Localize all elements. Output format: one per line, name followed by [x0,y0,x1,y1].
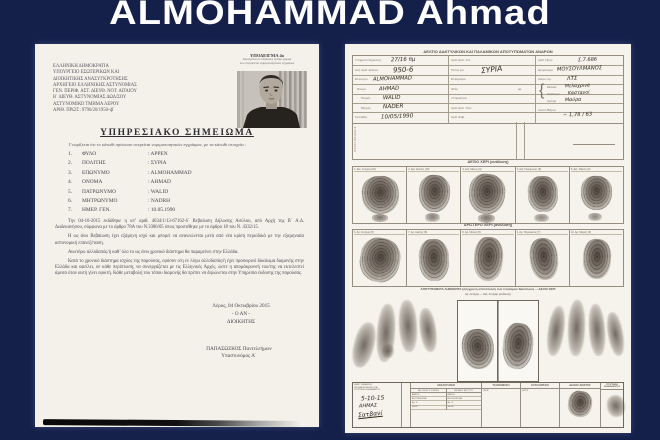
search-row: ΑΜΕΣΗ [411,393,446,397]
finger-label: 9. Αρ. Παράμεσος (7) [517,231,568,236]
portrait-photo-image [237,71,307,128]
form-model-subtitle: Χορηγείται σε υπηκόους τρίτων χωρών [242,57,292,61]
finger-label: 10. Αρ. Μικρός (9) [571,231,622,236]
color-label: Χρώμα [547,99,557,103]
field-value: : ALMOHAMMAD [148,169,192,176]
form-model-box [221,53,313,66]
field-number: 3. [68,169,73,176]
thumbs-label: Αρ. Αντίχειρ — Δεξ. Αντίχειρ (ανάλυση) [464,292,512,296]
stamp-label: ΥΠΟΓΡΑΦΗ ΣΗΜΑΝΑΝΤΟΣ [354,389,381,392]
mother-label: Μητρός [361,105,371,110]
field-label: ΠΑΤΡΩΝΥΜΟ [82,188,116,195]
born-value: 10/05/1990 [380,112,414,121]
field-label: ΦΥΛΟ [82,151,97,157]
fingerprint-left-middle [473,236,505,282]
stamp-name: ΑΗΜΑΣ [358,402,378,410]
finger-label: 4. Δεξ. Παράμεσος (8) [517,168,568,173]
field-label: ΜΗΤΡΩΝΥΜΟ [82,198,118,204]
letterhead-line: ΔΙΟΙΚΗΤΙΚΗΣ ΑΝΑΣΥΓΚΡΟΤΗΣΗΣ [53,76,128,82]
father-label: Πατρός [361,96,371,100]
job-label: Επάγγελμα [451,77,466,81]
field-value: : ΣΥΡΙΑ [148,160,167,167]
fingerprint-cell [461,167,515,223]
fingerprint-cell [461,230,515,286]
left-thumb-box [457,300,499,382]
slap-band: ΑΠΟΤΥΠΩΜΑΤΑ ΛΗΦΘΕΝΤΑ (σύγχρονη αποτύπωση των τεσσάρων δακτύλων) — ΔΕΞΙΟ ΧΕΡΙ [420,287,556,291]
religion-value: ΜΟΥΣΟΥΛΜΑΝΟΣ [556,65,603,73]
letterhead [53,64,137,114]
field-label: ΕΠΩΝΥΜΟ [82,169,110,176]
slap-print-area [352,298,624,382]
fingerprint-right-ring [527,175,559,213]
paragraph: Κατά το χρονικό διάστημα ισχύος της παρούσας, εφόσον ο/η εν λόγω αλλοδαπός/ή έχει προσωρινό δικαίωμα διαμονής στην Ελλάδα και οφείλει, σε κάθε περίπτωση, να συνεργάζεται με τις Ελληνικές Αρχές, ώστε η απομάκρυνσή του/της να εκτελεστεί άμεσα όταν αυτή γίνει εφικτή. Κάθε μεταβολή του τόπου διαμονής θα πρέπει να δηλώνεται στην Υπηρεσία έκδοσης της παρούσας. [55,258,304,277]
paragraph: Την 04-10-2015 εκδόθηκε η υπ’ αριθ. 4634/1/13-67162-δ΄ Βεβαίωση Δήλωσης Ασύλου, από Αρχή της Β΄ Α.Δ. Δωδεκανήσου, σύμφωνα με το άρθρο 78Α του Ν.3386/05 όπως προστέθηκε με το άρθρο 18 του Ν. 4332/15. [55,219,304,231]
name-label: Όνομα [357,86,366,91]
letterhead-line: ΑΡΙΘ. ΠΡΩΤ.: 9790/20/1950-ιβ΄ [53,108,115,114]
officer-cell [353,383,402,427]
protocol-value: Σ.7.686 [577,56,598,64]
searches-sub-header: ΜΕ ΔΑΚΤ. ΑΠΟΤΥΠ. [454,389,474,392]
stamp-label: ΟΝΟΜΑΤΕΠΩΝΥΜΟ ΚΑΙ [354,386,378,389]
classification-cell [482,383,521,427]
field-row [55,179,299,188]
right-index-header: ΔΕΞΙΟΣ ΔΕΙΚΤΗΣ [560,383,600,389]
closing-block [185,302,297,327]
observations-strip [352,122,624,160]
passport-label: Αριθ. Διαβ. [451,115,465,119]
brace-glyph: { [539,82,545,99]
field-number: 1. [68,151,73,157]
signature-line [573,144,615,145]
letterhead-line: ΑΣΤΥΝΟΜΙΚΟ ΤΜΗΜΑ ΛΕΡΟΥ [53,101,120,107]
left-hand-band: ΑΡΙΣΤΕΡΟ ΧΕΡΙ (ανάλυση) [463,223,513,227]
fingerprint-cell [570,230,623,286]
fingerprint-row-right-hand [352,166,624,224]
left-thumb-print [460,327,496,370]
closing-line: - Ο ΑΝ - [231,311,251,318]
classification-sub: ΤΑΞΙΣ [483,390,489,392]
body-paragraphs [55,219,304,280]
mother-value: NADER [382,103,404,110]
finger-label: 1. Δεξ. Αντίχειρ (18) [354,168,405,173]
letterhead-line: Β΄ ΔΙΕΥΘ. ΑΣΤΥΝΟΜΙΑΣ ΔΩΔ/ΣΟΥ [53,95,127,101]
field-row [55,207,299,216]
right-thumb-print [501,322,535,370]
field-label: ΟΝΟΜΑ [82,179,103,186]
signature-block [173,346,305,360]
form-model-title: ΥΠΟΔΕΙΓΜΑ 4ο [249,53,285,58]
field-number: 6. [68,198,73,204]
street-label: Οδός [451,86,458,91]
born-label: Γεννηθείς [355,115,368,119]
finger-label: 2. Δεξ. Δείκτης (19) [408,168,459,173]
field-number: 7. [68,207,73,214]
finger-label: 5. Δεξ. Μικρός (9) [571,168,622,173]
grid-line [448,56,449,123]
subject-signature-header: ΥΠΟΓΡΑΦΗ ΣΗΜΑΝΘΕΝΤΟΣ [601,383,623,390]
right-index-cell [560,383,601,427]
subject-signature-cell [601,383,623,427]
scan-shadow-edge [43,419,301,427]
fingerprint-cell [407,230,461,286]
protocol-label: Αριθ. Πρωτ. [538,58,554,62]
filing-sub: ΘΕΣΙΣ [522,390,529,392]
fingerprint-cell [353,167,407,223]
field-number: 4. [68,179,73,186]
paragraph: Η ως άνω Βεβαίωση έχει εξάμηνη ισχύ και μπορεί να ανανεώνεται μετά από νέα κρίση περιοδικά με την εξαμηνιαία αστυνομική επανεξέταση. [55,234,304,246]
fingerprint-left-thumb [356,235,403,285]
finger-label: 3. Δεξ. Μέσος (9) [462,168,513,173]
fingerprint-right-index [418,174,451,213]
fingerprint-joint [425,213,440,222]
field-value: : NADRH [148,198,171,204]
fingerprint-cell [570,167,623,223]
letterhead-line: ΑΡΧΗΓΕΙΟ ΕΛΛΗΝΙΚΗΣ ΑΣΤΥΝΟΜΙΑΣ [53,82,137,88]
spacer-cell [402,383,411,427]
height-weight-label: Αναστ./Βάρος [538,108,556,112]
slap-smudge [604,311,626,357]
aux-no-label: Αύξων αρ. [538,77,552,81]
portrait-photo [237,71,307,128]
card-no-value: 950-6 [392,65,414,75]
search-row: ΑΠΟΤΕΛΕΣΜΑ [447,397,482,401]
fingerprint-left-little [582,238,612,279]
service-note-document [35,44,319,427]
signatory-rank: Υπαστυνόμος Α΄ [221,353,257,359]
reg-label: Αριθ. Δελτ. Α.Σ. [451,58,471,62]
search-row: ΑΜΕΣΗ [447,393,482,397]
slap-smudge [417,307,439,353]
letterhead-line: ΓΕΝ. ΠΕΡΙΦ. ΑΣΤ. ΔΙΕΥΘ. ΝΟΤ. ΑΙΓΑΙΟΥ [53,89,137,95]
fingerprint-left-ring [527,237,559,282]
closing-line: ΔΙΟΙΚΗΤΗΣ [227,319,255,326]
fingerprint-left-index [418,238,449,281]
form-model-subtitle: που στερούνται νομιμοποιητικών εγγράφων [239,60,295,65]
right-hand-band: ΔΕΞΙΟ ΧΕΡΙ (ανάλυση) [467,160,509,164]
searches-sub-header: ΜΕ ΟΝΟΜ. ΣΤΟΙΧΕΙΑ [411,389,447,392]
stamp-label: ΗΜΕΡ. ΣΗΜΑΝΣΗΣ [354,384,373,386]
fingerprint-row-left-hand [352,229,624,287]
field-label: ΗΜΕΡ. ΓΕΝ. [82,207,111,214]
right-index-print [566,389,593,418]
service-label: Υπηρεσία Σήμανσης [355,58,382,62]
fingerprint-right-little [580,175,612,210]
signatory-name: ΠΑΠΑΣΩΖΚΟΣ Παντελεήμων [206,346,272,352]
field-value: : ΑΡΡΕΝ [148,151,168,157]
paragraph: Ανωτέρω αλλοδαπός/ή καθ’ όλο το ως άνω χρονικό διάστημα θα παραμείνει στην Ελλάδα. [68,249,239,255]
fingerprint-joint [588,213,602,221]
religion-label: Θρήσκευμα [538,67,553,72]
stamp-date: 5-10-15 [360,394,385,403]
search-row: Αρ. Φ. [411,401,446,405]
field-value: : AHMAD [148,179,171,186]
searches-cell [411,383,482,427]
intro-line: Γνωρίζεται ότι το κάτωθι πρόσωπο στερείται νομιμοποιητικών εγγράφων, με τα κάτωθι στοιχεία : [69,142,246,147]
field-row [55,170,299,179]
letterhead-line: ΕΛΛΗΝΙΚΗ ΔΗΜΟΚΡΑΤΙΑ [53,64,109,69]
signature-smudge [605,393,627,418]
fingerprint-joint [478,214,495,223]
surname-value: ALMOHAMMAD [372,75,413,83]
name-value: AHMAD [378,85,400,92]
searches-header: ΑΝΑΖΗΤΗΣΕΙΣ [411,383,481,389]
grid-line [516,122,517,159]
field-number: 5. [68,188,73,195]
field-label: ΠΟΛΙΤΗΣ [82,160,106,167]
eyes-value: Καστανοί [567,90,590,96]
place-date: Λέρος, 04 Οκτωβρίου 2015 [212,303,270,309]
nationality-label: Υπηκοότητα [451,96,467,100]
grid-line [524,122,525,159]
fingerprint-cell [516,167,570,223]
hair-value: Μελαχρινά [564,83,591,89]
field-number: 2. [68,160,73,167]
search-row: ΘΕΣΗ [411,406,446,410]
field-value: : WALID [148,188,169,195]
identity-grid [352,55,624,124]
search-row: Αρ. Φ. [447,401,482,405]
page-title: ALMOHAMMAD Ahmad [109,0,551,32]
fingerprint-right-middle [467,172,507,216]
surname-label: Επώνυμο [355,77,368,81]
street-no-label: αρ. [518,86,523,91]
fingerprint-joint [372,214,388,222]
slap-smudge [545,305,568,357]
filing-cell [521,383,560,427]
birthplace-label: Τόπος γεν. [451,67,465,72]
birthplace-value: ΣΥΡΙΑ [480,63,503,76]
height-weight-value: ~ 1,78 / 63 [562,111,593,119]
finger-label: 6. Αρ. Αντίχειρ (8) [354,231,405,236]
right-thumb-box [497,300,539,382]
search-row: ΘΕΣΗ [447,406,482,410]
fingerprint-cell [516,230,570,286]
filing-header: ΚΑΤΑΧΩΡΗΣΗ [521,383,559,389]
slap-smudge [382,344,394,358]
slap-smudge [567,300,586,357]
field-value: : 10.05.1990 [148,207,176,214]
field-row [55,198,299,207]
slap-smudge [587,304,607,357]
fingerprint-right-thumb [361,175,401,215]
fingerprint-card [345,44,631,433]
field-row [55,160,299,169]
slap-smudge [349,320,380,369]
card-no-label: Αυξ. Αριθ. Δελτίου [355,67,379,72]
finger-label: 8. Αρ. Μέσος (8) [462,231,513,236]
registration-table [352,382,624,428]
classification-header: ΤΑΞΙΝΟΜΗΣΗ [482,383,520,389]
fingerprint-cell [407,167,461,223]
search-row: ΑΠΟΤΕΛΕΣΜΑ [411,397,446,401]
officer-signature: Σατβανί [357,409,383,420]
aux-no-value: ΛΤΣ [566,75,578,82]
finger-label: 7. Αρ. Δείκτης (8) [408,231,459,236]
father-value: WALID [382,94,401,101]
fingerprint-cell [353,230,407,286]
service-value: 27/16 πμ [390,56,416,64]
fingerprint-joint [534,214,549,222]
field-row [55,189,299,198]
id-card-label: Αριθ. Δελτ. Ταυτ. [451,105,473,110]
document-heading: ΥΠΗΡΕΣΙΑΚΟ ΣΗΜΕΙΩΜΑ [100,128,254,138]
grid-line [535,56,536,123]
observations-label: ΠΑΡΑΤΗΡΗΣΕΙΣ [354,126,357,153]
eyes-label: Οφθαλμοί [547,92,560,96]
letterhead-line: ΥΠΟΥΡΓΕΙΟ ΕΣΩΤΕΡΙΚΩΝ ΚΑΙ [53,70,120,76]
color-value: Μαύρα [564,97,582,103]
field-row [55,151,299,160]
card-header: ΔΕΛΤΙΟ ΔΑΚΤΥΛΙΚΩΝ ΚΑΙ ΠΑΛΑΜΙΚΩΝ ΑΠΟΤΥΠΩΜΑΤΩΝ ΑΝΔΡΩΝ [423,49,553,54]
hair-label: Μαλλιά [547,85,557,89]
slap-smudge [398,300,419,353]
